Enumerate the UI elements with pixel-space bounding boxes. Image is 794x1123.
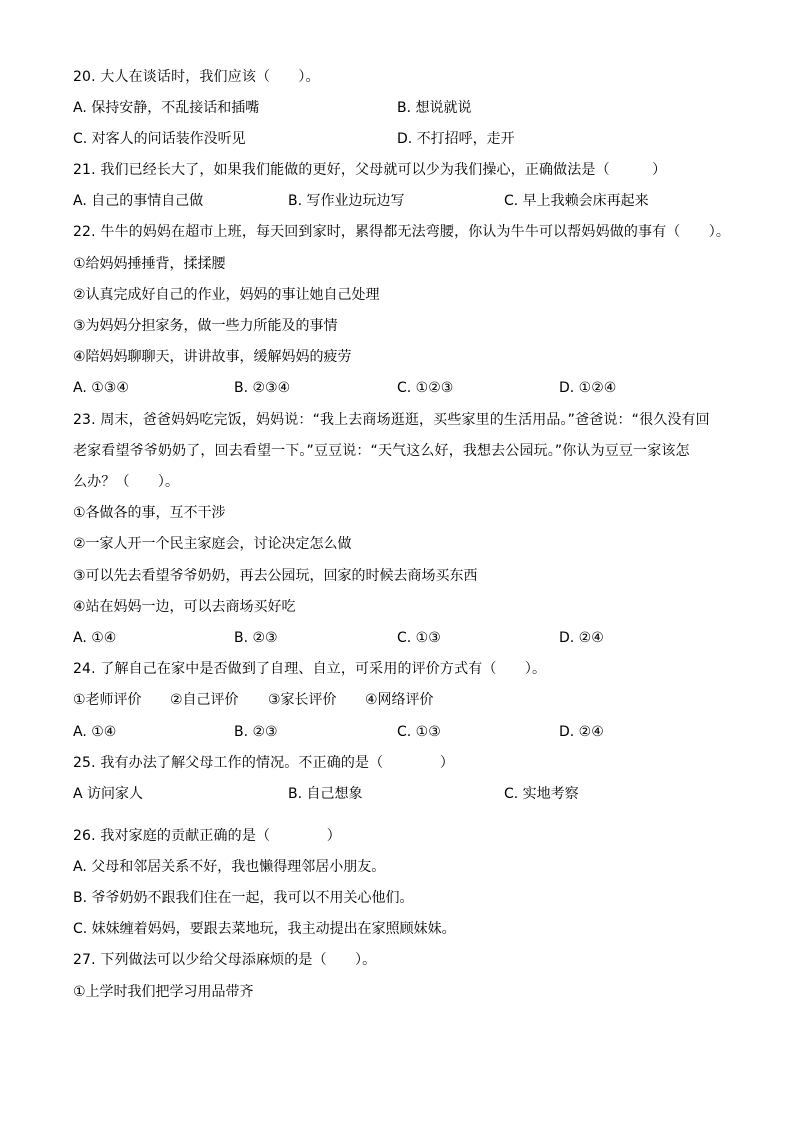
question-stem: 21. 我们已经长大了，如果我们能做的更好，父母就可以少为我们操心，正确做法是（ ） bbox=[73, 162, 667, 178]
question-stem: 24. 了解自己在家中是否做到了自理、自立，可采用的评价方式有（ ）。 bbox=[73, 661, 547, 677]
option-a[interactable]: A. ①④ bbox=[73, 724, 117, 740]
question-stem: 23. 周末，爸爸妈妈吃完饭，妈妈说：“我上去商场逛逛，买些家里的生活用品。”爸爸说：“很久没有回 bbox=[73, 412, 710, 428]
question-27-item-1 bbox=[0, 981, 794, 1003]
question-22-item-3 bbox=[0, 315, 794, 337]
option-c[interactable]: C. ①③ bbox=[397, 630, 441, 646]
option-a[interactable]: A. 保持安静，不乱接话和插嘴 bbox=[73, 100, 260, 116]
option-a[interactable]: A. 父母和邻居关系不好，我也懒得理邻居小朋友。 bbox=[73, 859, 386, 875]
option-b[interactable]: B. 写作业边玩边写 bbox=[288, 193, 405, 209]
option-b[interactable]: B. ②③ bbox=[234, 724, 278, 740]
option-c[interactable]: C. ①③ bbox=[397, 724, 441, 740]
choice-item: ④网络评价 bbox=[365, 692, 434, 708]
question-26-option-b-row bbox=[0, 887, 794, 909]
option-d[interactable]: D. ②④ bbox=[559, 724, 604, 740]
choice-item: ①上学时我们把学习用品带齐 bbox=[73, 984, 254, 1000]
question-25 bbox=[0, 752, 794, 774]
question-23-line-3 bbox=[0, 471, 794, 493]
question-20-options-row2 bbox=[0, 128, 794, 150]
question-stem: 25. 我有办法了解父母工作的情况。不正确的是（ ） bbox=[73, 755, 455, 771]
option-a[interactable]: A. 自己的事情自己做 bbox=[73, 193, 204, 209]
option-d[interactable]: D. 不打招呼，走开 bbox=[397, 131, 515, 147]
question-26-option-c-row bbox=[0, 918, 794, 940]
choice-item: ②自己评价 bbox=[170, 692, 239, 708]
option-b[interactable]: B. 想说就说 bbox=[397, 100, 472, 116]
option-c[interactable]: C. 妹妹缠着妈妈，要跟去菜地玩，我主动提出在家照顾妹妹。 bbox=[73, 921, 456, 937]
question-22-options bbox=[0, 377, 794, 399]
question-23-options bbox=[0, 627, 794, 649]
question-26 bbox=[0, 825, 794, 847]
option-a[interactable]: A. ①③④ bbox=[73, 380, 129, 396]
choice-item: ②认真完成好自己的作业，妈妈的事让她自己处理 bbox=[73, 287, 380, 303]
question-24-options bbox=[0, 721, 794, 743]
option-c[interactable]: C. 实地考察 bbox=[504, 786, 579, 802]
question-25-options bbox=[0, 783, 794, 805]
question-stem: 26. 我对家庭的贡献正确的是（ ） bbox=[73, 828, 341, 844]
choice-item: ③家长评价 bbox=[268, 692, 337, 708]
option-c[interactable]: C. ①②③ bbox=[397, 380, 454, 396]
option-b[interactable]: B. ②③ bbox=[234, 630, 278, 646]
question-23-item-4 bbox=[0, 596, 794, 618]
choice-item: ④陪妈妈聊聊天，讲讲故事，缓解妈妈的疲劳 bbox=[73, 349, 352, 365]
option-c[interactable]: C. 对客人的问话装作没听见 bbox=[73, 131, 246, 147]
choice-item: ②一家人开一个民主家庭会，讨论决定怎么做 bbox=[73, 536, 352, 552]
question-26-option-a-row bbox=[0, 856, 794, 878]
option-b[interactable]: B. ②③④ bbox=[234, 380, 291, 396]
question-stem: 27. 下列做法可以少给父母添麻烦的是（ ）。 bbox=[73, 952, 377, 968]
question-23-line-1 bbox=[0, 409, 794, 431]
choice-item: ③为妈妈分担家务，做一些力所能及的事情 bbox=[73, 318, 338, 334]
choice-item: ③可以先去看望爷爷奶奶，再去公园玩，回家的时候去商场买东西 bbox=[73, 568, 478, 584]
question-stem: 22. 牛牛的妈妈在超市上班，每天回到家时，累得都无法弯腰，你认为牛牛可以帮妈妈做的事有（ ）。 bbox=[73, 224, 731, 240]
question-22-item-1 bbox=[0, 253, 794, 275]
choice-item: ①老师评价 bbox=[73, 692, 142, 708]
question-stem-continued: 么办？（ ）。 bbox=[73, 474, 180, 490]
question-24 bbox=[0, 658, 794, 680]
question-stem-continued: 老家看望爷爷奶奶了，回去看望一下。”豆豆说：“天气这么好，我想去公园玩。”你认为豆豆一家该怎 bbox=[73, 443, 690, 459]
question-20-options-row1 bbox=[0, 97, 794, 119]
option-c[interactable]: C. 早上我赖会床再起来 bbox=[504, 193, 649, 209]
question-23-item-2 bbox=[0, 533, 794, 555]
question-27 bbox=[0, 949, 794, 971]
choice-item: ①给妈妈捶捶背，揉揉腰 bbox=[73, 256, 226, 272]
question-23-item-3 bbox=[0, 565, 794, 587]
question-24-items bbox=[0, 689, 794, 711]
question-21-options bbox=[0, 190, 794, 212]
question-stem: 20. 大人在谈话时，我们应该（ ）。 bbox=[73, 69, 320, 85]
question-21 bbox=[0, 159, 794, 181]
option-a[interactable]: A. ①④ bbox=[73, 630, 117, 646]
choice-item: ①各做各的事，互不干涉 bbox=[73, 505, 226, 521]
question-22-item-2 bbox=[0, 284, 794, 306]
question-22 bbox=[0, 221, 794, 243]
question-23-line-2 bbox=[0, 440, 794, 462]
option-d[interactable]: D. ①②④ bbox=[559, 380, 617, 396]
option-a[interactable]: A 访问家人 bbox=[73, 786, 144, 802]
option-b[interactable]: B. 爷爷奶奶不跟我们住在一起，我可以不用关心他们。 bbox=[73, 890, 414, 906]
choice-item: ④站在妈妈一边，可以去商场买好吃 bbox=[73, 599, 296, 615]
option-b[interactable]: B. 自己想象 bbox=[288, 786, 363, 802]
question-22-item-4 bbox=[0, 346, 794, 368]
question-23-item-1 bbox=[0, 502, 794, 524]
question-20 bbox=[0, 66, 794, 88]
option-d[interactable]: D. ②④ bbox=[559, 630, 604, 646]
